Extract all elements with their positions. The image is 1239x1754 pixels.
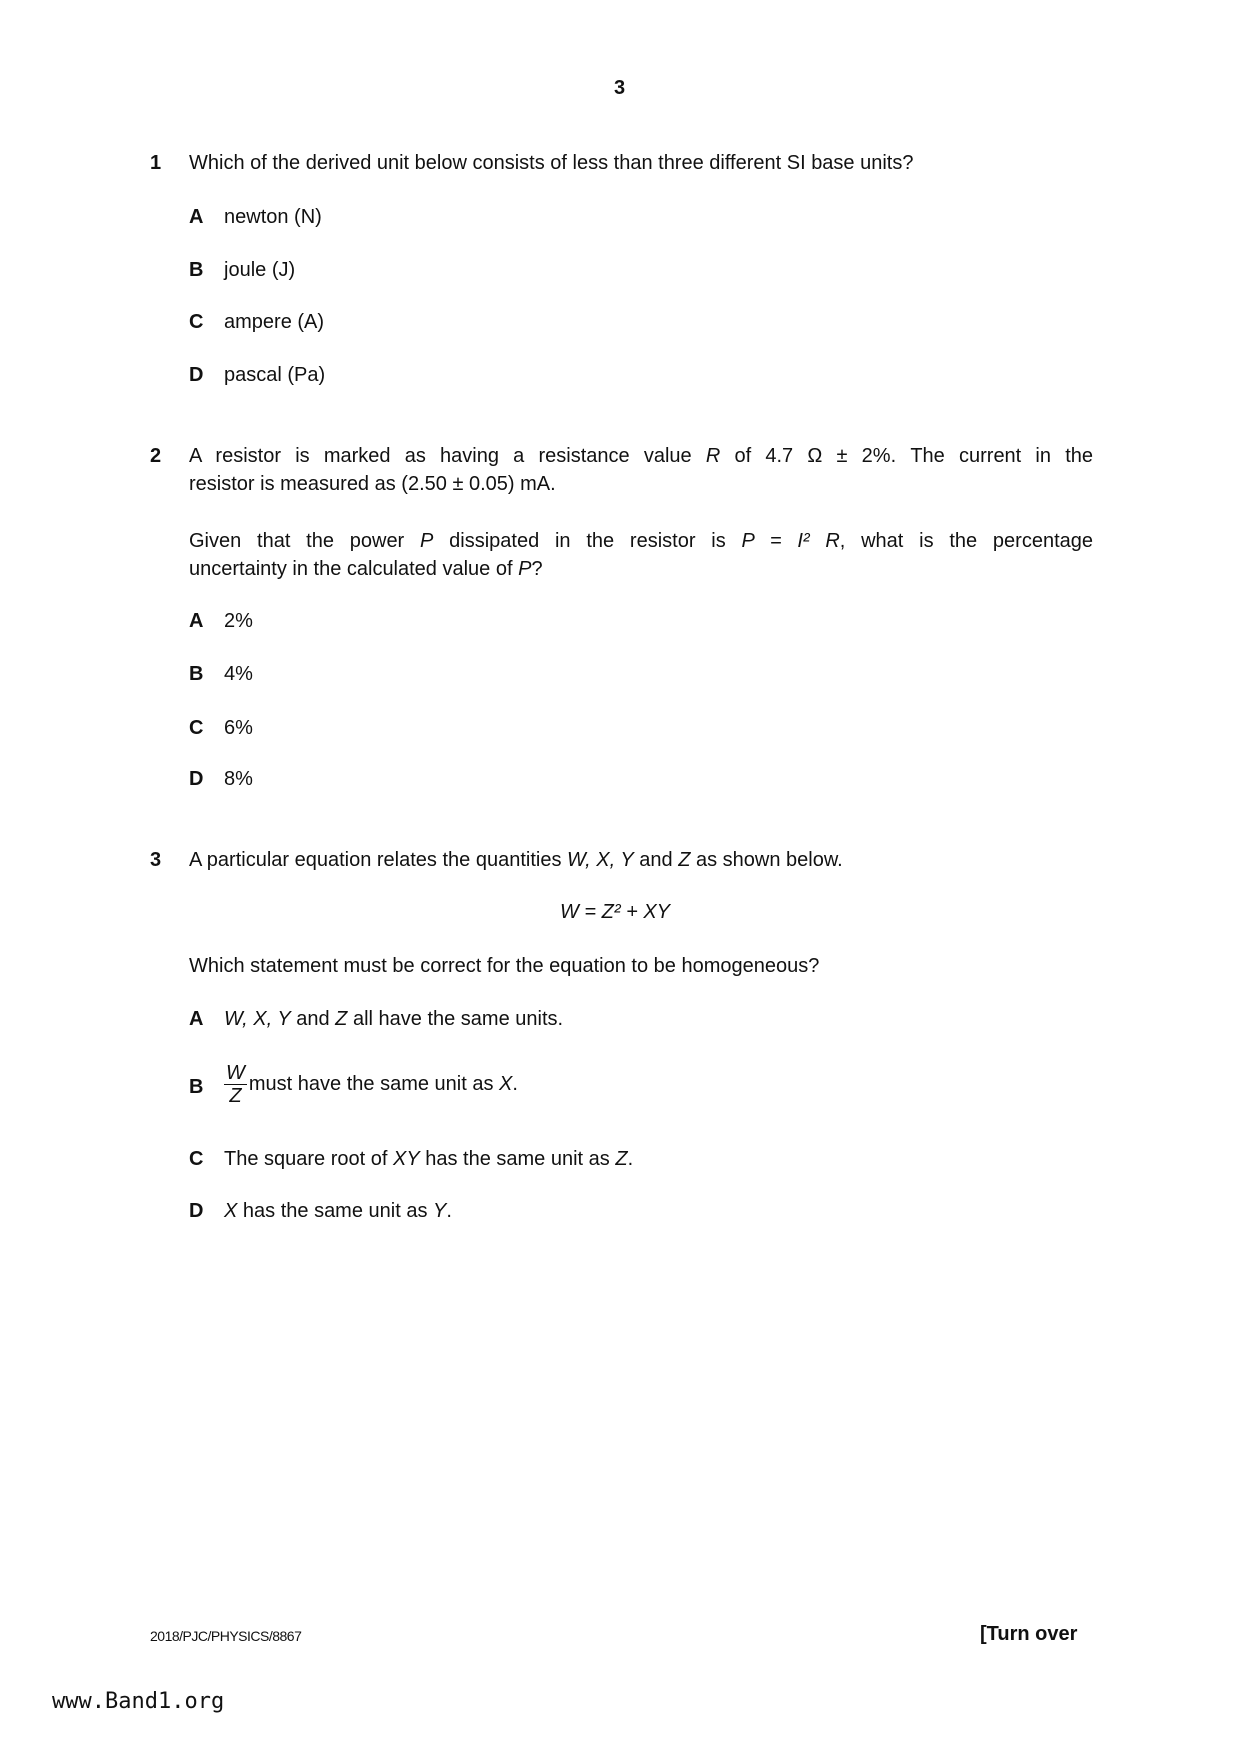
question-1-number: 1 [150,152,162,174]
q1-option-c-text: ampere (A) [224,311,325,333]
q3-option-a-letter: A [189,1008,204,1030]
q3-option-a-text: W, X, Y and Z all have the same units. [224,1008,564,1030]
q2-option-c-letter: C [189,717,204,739]
footer-turn-over: [Turn over [980,1623,1078,1645]
fraction-w-over-z: $\frac{W}{Z}$ [226,1062,245,1107]
question-3-number: 3 [150,849,162,871]
q2-option-a-text: 2% [224,610,253,632]
q3-option-b-letter: B [189,1076,204,1098]
page-number: 3 [614,77,626,99]
q3-option-b-text: $\frac{W}{Z}$ must have the same unit as X. [226,1062,518,1107]
q3-option-d-letter: D [189,1200,204,1222]
q2-option-c-text: 6% [224,717,253,739]
question-2-line-4: uncertainty in the calculated value of P? [189,558,543,580]
q2-option-d-letter: D [189,768,204,790]
q1-option-a-letter: A [189,206,204,228]
q2-option-d-text: 8% [224,768,253,790]
q3-option-c-text: The square root of XY has the same unit as Z. [224,1148,634,1170]
question-1-text: Which of the derived unit below consists of less than three different SI base units? [189,152,914,174]
q3-option-d-text: X has the same unit as Y. [224,1200,452,1222]
watermark-url: www.Band1.org [52,1689,225,1714]
footer-paper-code: 2018/PJC/PHYSICS/8867 [150,1628,302,1644]
question-2-number: 2 [150,445,162,467]
question-2-line-3: Given that the power P dissipated in the resistor is P = I² R, what is the percentage [189,530,1094,552]
q2-option-b-text: 4% [224,663,253,685]
question-3-prompt: Which statement must be correct for the equation to be homogeneous? [189,955,820,977]
question-2-line-1: A resistor is marked as having a resistance value R of 4.7 Ω ± 2%. The current in the [189,445,1094,467]
q1-option-d-letter: D [189,364,204,386]
q1-option-c-letter: C [189,311,204,333]
q3-option-c-letter: C [189,1148,204,1170]
q1-option-a-text: newton (N) [224,206,322,228]
q2-option-a-letter: A [189,610,204,632]
question-2-line-2: resistor is measured as (2.50 ± 0.05) mA. [189,473,556,495]
q1-option-b-letter: B [189,259,204,281]
q1-option-b-text: joule (J) [224,259,296,281]
q2-option-b-letter: B [189,663,204,685]
q1-option-d-text: pascal (Pa) [224,364,326,386]
question-3-intro: A particular equation relates the quantities W, X, Y and Z as shown below. [189,849,843,871]
question-3-equation: W = Z² + XY [560,901,671,923]
